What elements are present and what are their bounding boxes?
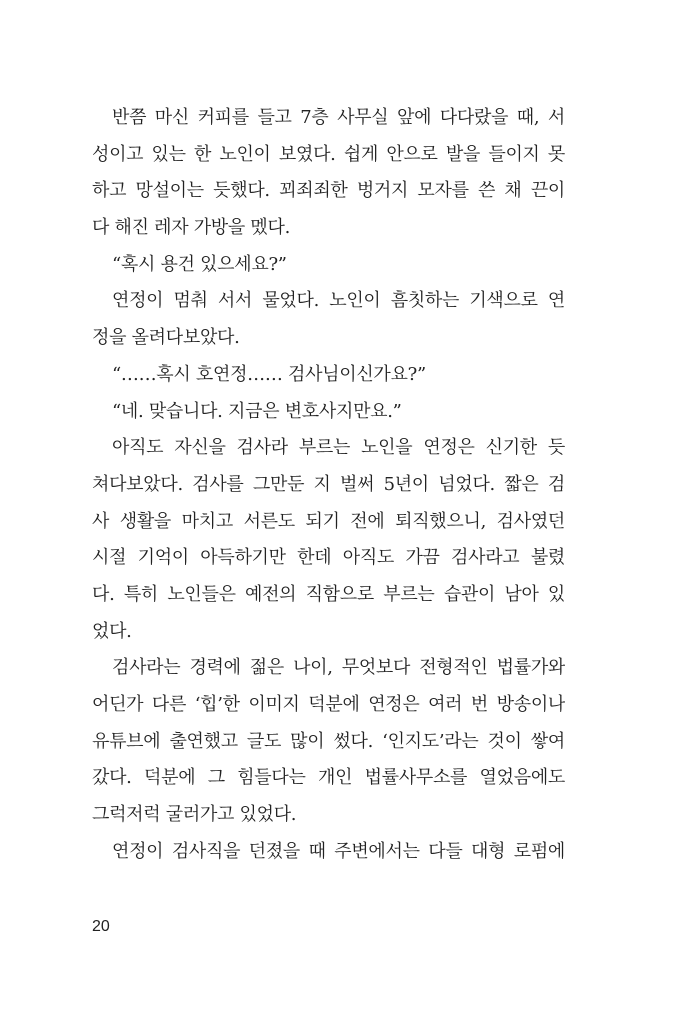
text-line: “혹시 용건 있으세요?” bbox=[112, 253, 287, 275]
body-text bbox=[92, 100, 565, 870]
text-line: 다 해진 레자 가방을 멨다. bbox=[92, 217, 290, 239]
text-line: 반쯤 마신 커피를 들고 7층 사무실 앞에 다다랐을 때, 서 bbox=[112, 107, 565, 128]
text-line: 사 생활을 마치고 서른도 되기 전에 퇴직했으니, 검사였던 bbox=[92, 510, 565, 532]
text-line: 다. 특히 노인들은 예전의 직함으로 부르는 습관이 남아 있 bbox=[92, 583, 565, 605]
text-line: 아직도 자신을 검사라 부르는 노인을 연정은 신기한 듯 bbox=[112, 437, 565, 459]
text-line: 연정이 검사직을 던졌을 때 주변에서는 다들 대형 로펌에 bbox=[112, 840, 565, 862]
text-line: 유튜브에 출연했고 글도 많이 썼다. ‘인지도’라는 것이 쌓여 bbox=[92, 730, 565, 752]
text-line: 연정이 멈춰 서서 물었다. 노인이 흠칫하는 기색으로 연 bbox=[112, 290, 565, 312]
text-line: 어딘가 다른 ‘힙’한 이미지 덕분에 연정은 여러 번 방송이나 bbox=[92, 694, 565, 715]
text-line: 성이고 있는 한 노인이 보였다. 쉽게 안으로 발을 들이지 못 bbox=[92, 143, 565, 165]
text-line: 었다. bbox=[92, 620, 132, 642]
text-line: 정을 올려다보았다. bbox=[92, 327, 240, 349]
text-line: 검사라는 경력에 젊은 나이, 무엇보다 전형적인 법률가와 bbox=[112, 657, 565, 679]
text-line: 시절 기억이 아득하기만 한데 아직도 가끔 검사라고 불렸 bbox=[92, 547, 565, 569]
text-line: “네. 맞습니다. 지금은 변호사지만요.” bbox=[112, 400, 402, 422]
text-line: 갔다. 덕분에 그 힘들다는 개인 법률사무소를 열었음에도 bbox=[92, 767, 565, 789]
text-line: 하고 망설이는 듯했다. 꾀죄죄한 벙거지 모자를 쓴 채 끈이 bbox=[92, 180, 565, 202]
text-line: 그럭저럭 굴러가고 있었다. bbox=[92, 804, 297, 826]
text-line: 쳐다보았다. 검사를 그만둔 지 벌써 5년이 넘었다. 짧은 검 bbox=[92, 473, 565, 495]
page-number: 20 bbox=[92, 918, 110, 935]
text-line: “……혹시 호연정…… 검사님이신가요?” bbox=[112, 363, 426, 385]
